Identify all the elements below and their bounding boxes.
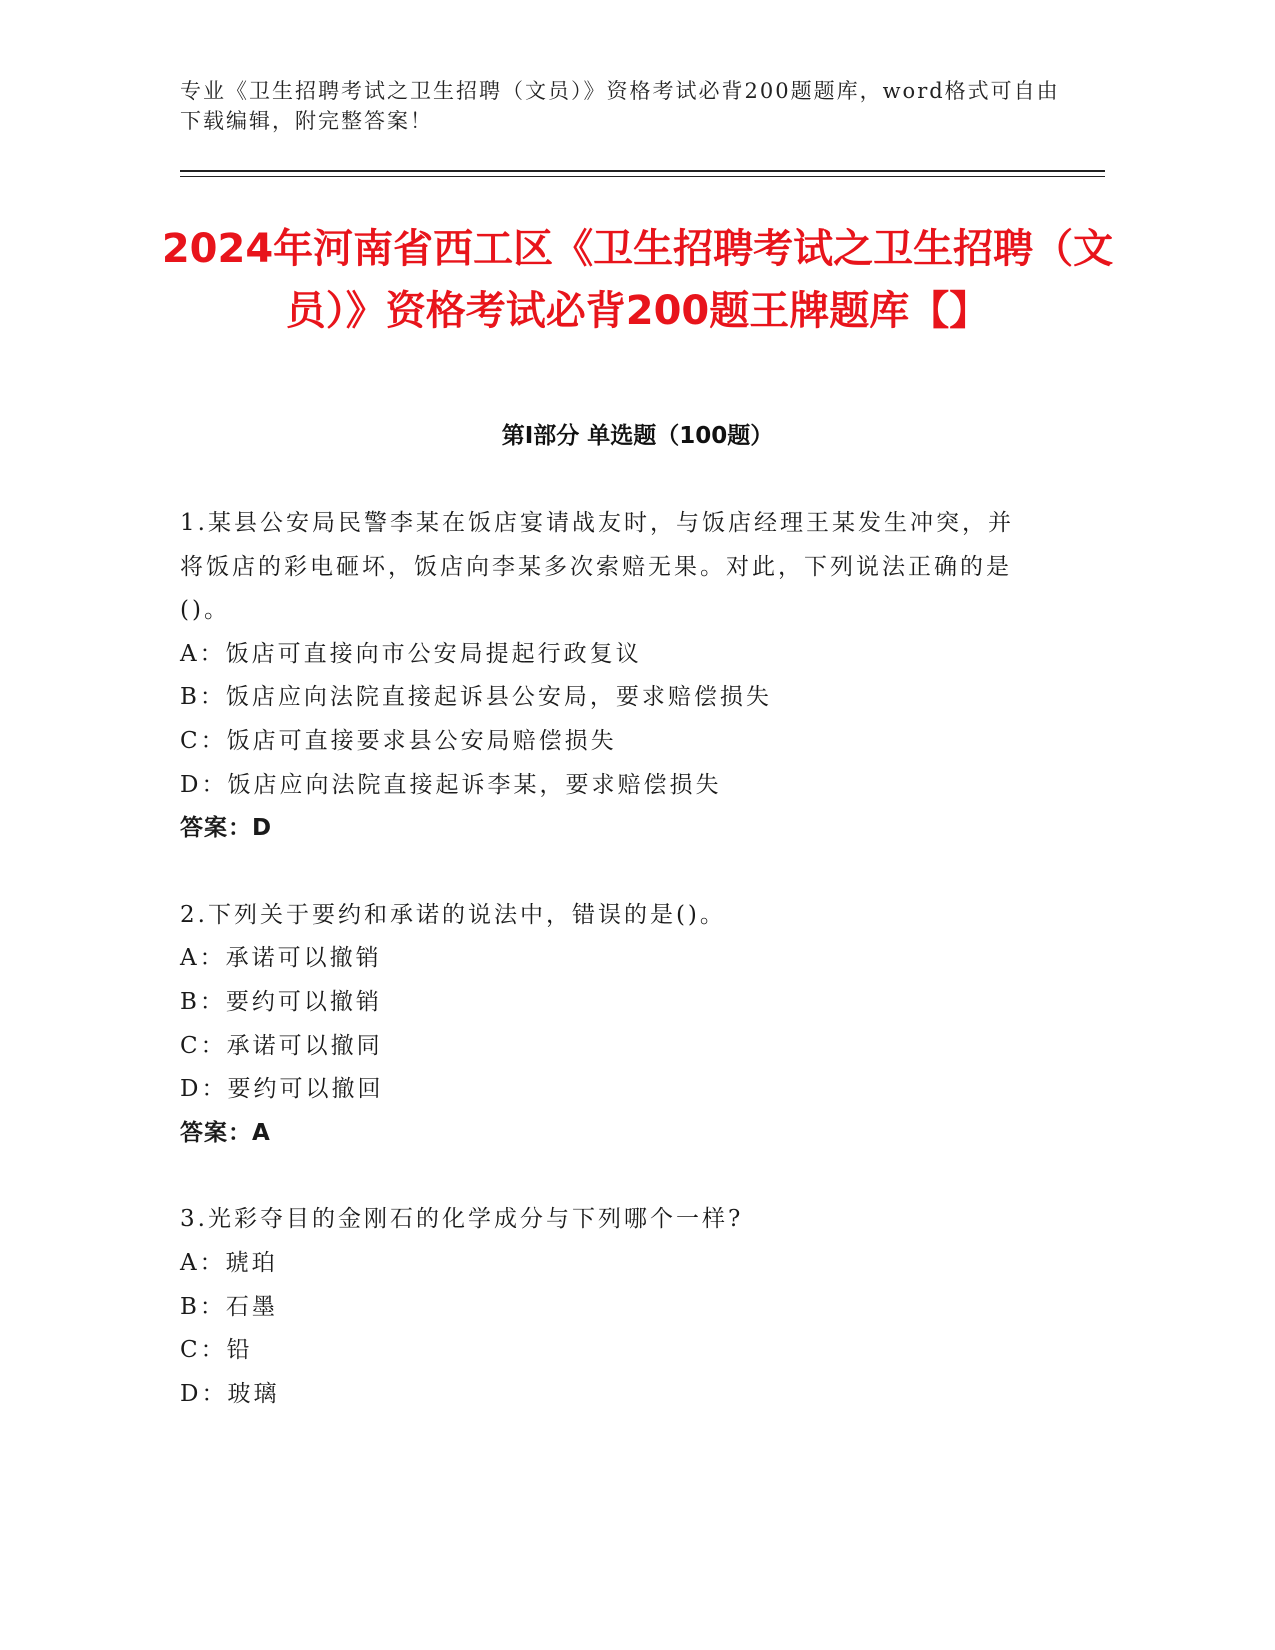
option-c: C：铅 xyxy=(180,1337,253,1364)
section-title: 第I部分 单选题（100题） xyxy=(501,423,774,449)
option-a: A：饭店可直接向市公安局提起行政复议 xyxy=(180,640,642,667)
header-rule-thick xyxy=(180,170,1105,172)
header-note: 专业《卫生招聘考试之卫生招聘（文员）》资格考试必背200题题库，word格式可自由下载编辑，附完整答案！ xyxy=(180,79,1060,133)
question-list xyxy=(180,502,1020,1416)
answer: 答案：A xyxy=(180,1119,271,1146)
question-stem: 2.下列关于要约和承诺的说法中，错误的是()。 xyxy=(180,901,726,928)
question-2 xyxy=(180,894,1020,1156)
option-c: C：承诺可以撤同 xyxy=(180,1032,383,1059)
option-b: B：石墨 xyxy=(180,1293,278,1320)
option-b: B：饭店应向法院直接起诉县公安局，要求赔偿损失 xyxy=(180,684,772,711)
option-b: B：要约可以撤销 xyxy=(180,988,382,1015)
question-stem: 3.光彩夺目的金刚石的化学成分与下列哪个一样? xyxy=(180,1206,744,1233)
document-title: 2024年河南省西工区《卫生招聘考试之卫生招聘（文员）》资格考试必背200题王牌题库【】 xyxy=(161,226,1114,334)
question-1 xyxy=(180,502,1020,851)
option-a: A：承诺可以撤销 xyxy=(180,945,382,972)
option-d: D：玻璃 xyxy=(180,1380,280,1407)
header-rule-thin xyxy=(180,176,1105,177)
option-d: D：要约可以撤回 xyxy=(180,1076,384,1103)
option-c: C：饭店可直接要求县公安局赔偿损失 xyxy=(180,727,617,754)
question-stem: 1.某县公安局民警李某在饭店宴请战友时，与饭店经理王某发生冲突，并将饭店的彩电砸坏，饭店向李某多次索赔无果。对此，下列说法正确的是()。 xyxy=(180,510,1014,624)
option-a: A：琥珀 xyxy=(180,1249,278,1276)
question-3 xyxy=(180,1198,1020,1416)
answer: 答案：D xyxy=(180,815,273,842)
option-d: D：饭店应向法院直接起诉李某，要求赔偿损失 xyxy=(180,771,722,798)
